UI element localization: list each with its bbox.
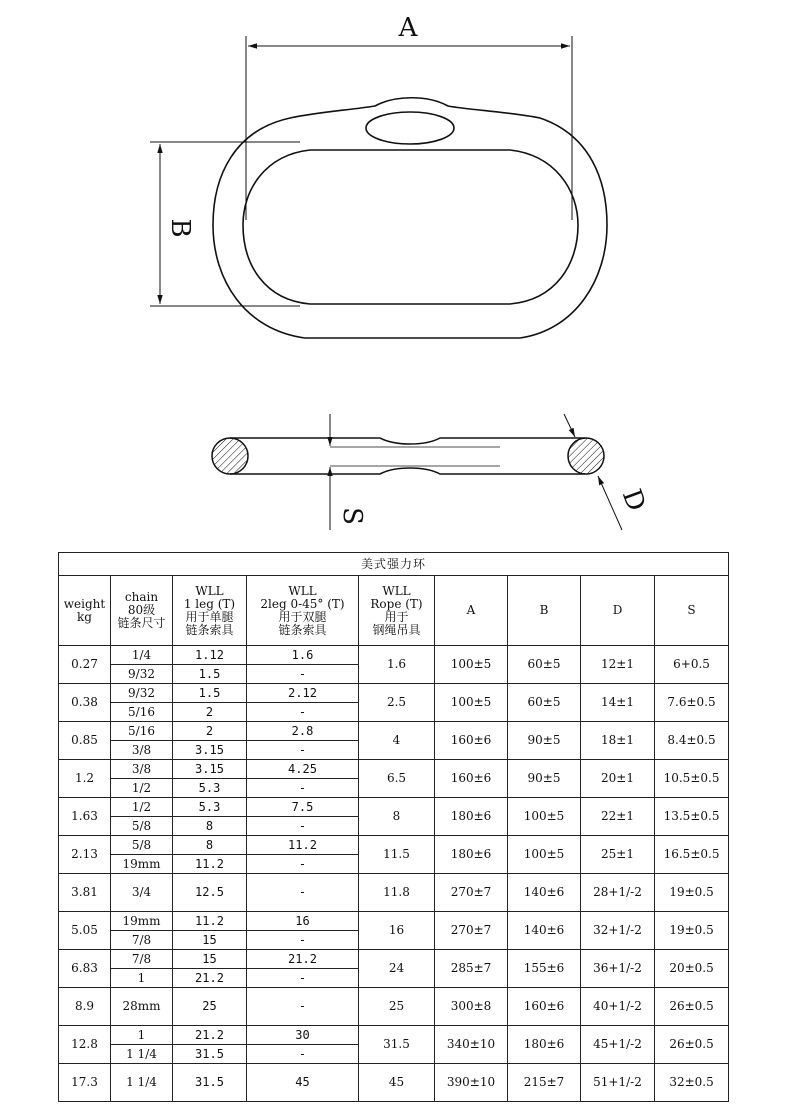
cell-d: 45+1/-2 (581, 1026, 655, 1064)
cell-d: 22±1 (581, 798, 655, 836)
cell-d: 36+1/-2 (581, 950, 655, 988)
header-chain: chain 80级 链条尺寸 (111, 576, 173, 646)
cell-d: 28+1/-2 (581, 874, 655, 912)
cell-wll-2leg: 16 (247, 912, 359, 931)
cell-chain: 19mm (111, 855, 173, 874)
cell-wll-rope: 4 (359, 722, 435, 760)
cell-d: 25±1 (581, 836, 655, 874)
table-row (59, 950, 729, 969)
cell-b: 100±5 (508, 798, 581, 836)
cell-wll-2leg: - (247, 703, 359, 722)
table-row (59, 760, 729, 779)
cell-wll-2leg: - (247, 931, 359, 950)
cell-wll-1leg: 3.15 (173, 741, 247, 760)
cell-weight: 5.05 (59, 912, 111, 950)
cell-b: 60±5 (508, 646, 581, 684)
cell-chain: 9/32 (111, 684, 173, 703)
cell-b: 90±5 (508, 760, 581, 798)
cell-b: 100±5 (508, 836, 581, 874)
cell-s: 26±0.5 (655, 988, 729, 1026)
cell-wll-1leg: 1.5 (173, 665, 247, 684)
cell-wll-2leg: - (247, 874, 359, 912)
cell-a: 100±5 (435, 646, 508, 684)
cell-chain: 5/16 (111, 703, 173, 722)
table-row (59, 1064, 729, 1102)
side-view-outline (230, 438, 585, 474)
cell-b: 160±6 (508, 988, 581, 1026)
cell-wll-2leg: - (247, 665, 359, 684)
cell-chain: 1 1/4 (111, 1045, 173, 1064)
cell-s: 20±0.5 (655, 950, 729, 988)
cell-d: 12±1 (581, 646, 655, 684)
table-row (59, 1026, 729, 1045)
cell-wll-1leg: 5.3 (173, 779, 247, 798)
cell-wll-2leg: 1.6 (247, 646, 359, 665)
cell-d: 18±1 (581, 722, 655, 760)
cell-chain: 5/16 (111, 722, 173, 741)
cell-a: 160±6 (435, 722, 508, 760)
cell-wll-2leg: 2.12 (247, 684, 359, 703)
cell-weight: 6.83 (59, 950, 111, 988)
cell-chain: 7/8 (111, 950, 173, 969)
cell-wll-1leg: 11.2 (173, 855, 247, 874)
table-row (59, 912, 729, 931)
cell-d: 32+1/-2 (581, 912, 655, 950)
cell-chain: 1 1/4 (111, 1064, 173, 1102)
cell-chain: 3/4 (111, 874, 173, 912)
cell-weight: 0.85 (59, 722, 111, 760)
cell-wll-rope: 11.8 (359, 874, 435, 912)
cell-weight: 8.9 (59, 988, 111, 1026)
cell-wll-rope: 31.5 (359, 1026, 435, 1064)
header-wll-rope: WLL Rope (T) 用于 钢绳吊具 (359, 576, 435, 646)
cell-b: 60±5 (508, 684, 581, 722)
cell-a: 340±10 (435, 1026, 508, 1064)
header-weight: weight kg (59, 576, 111, 646)
cell-wll-2leg: 30 (247, 1026, 359, 1045)
cell-a: 180±6 (435, 836, 508, 874)
cell-wll-2leg: - (247, 855, 359, 874)
cell-wll-1leg: 31.5 (173, 1064, 247, 1102)
dimension-s-label: S (337, 507, 367, 525)
cell-wll-1leg: 21.2 (173, 1026, 247, 1045)
cell-s: 6+0.5 (655, 646, 729, 684)
cell-chain: 1/2 (111, 798, 173, 817)
cell-s: 19±0.5 (655, 874, 729, 912)
cell-wll-2leg: 2.8 (247, 722, 359, 741)
table-row (59, 646, 729, 665)
master-link-drawing (0, 0, 800, 550)
cell-wll-2leg: 21.2 (247, 950, 359, 969)
cell-chain: 7/8 (111, 931, 173, 950)
cell-wll-rope: 2.5 (359, 684, 435, 722)
cell-wll-2leg: 45 (247, 1064, 359, 1102)
weld-oval (366, 112, 454, 144)
cell-weight: 2.13 (59, 836, 111, 874)
cell-s: 10.5±0.5 (655, 760, 729, 798)
cell-wll-2leg: - (247, 741, 359, 760)
cell-wll-rope: 25 (359, 988, 435, 1026)
header-s: S (655, 576, 729, 646)
spec-body (59, 646, 729, 1102)
cell-d: 20±1 (581, 760, 655, 798)
cell-weight: 1.63 (59, 798, 111, 836)
cell-wll-1leg: 25 (173, 988, 247, 1026)
table-row (59, 988, 729, 1026)
cell-b: 215±7 (508, 1064, 581, 1102)
cell-s: 8.4±0.5 (655, 722, 729, 760)
ring-inner-outline (243, 150, 578, 304)
dimension-d-label: D (615, 485, 652, 516)
cell-wll-2leg: - (247, 969, 359, 988)
cell-wll-rope: 24 (359, 950, 435, 988)
cell-s: 7.6±0.5 (655, 684, 729, 722)
cell-d: 40+1/-2 (581, 988, 655, 1026)
cell-wll-2leg: - (247, 988, 359, 1026)
cell-wll-1leg: 3.15 (173, 760, 247, 779)
cell-a: 160±6 (435, 760, 508, 798)
table-row (59, 798, 729, 817)
cell-wll-1leg: 8 (173, 836, 247, 855)
cell-a: 180±6 (435, 798, 508, 836)
cell-chain: 9/32 (111, 665, 173, 684)
cell-chain: 28mm (111, 988, 173, 1026)
cell-b: 90±5 (508, 722, 581, 760)
cell-wll-2leg: 7.5 (247, 798, 359, 817)
header-d: D (581, 576, 655, 646)
cell-s: 19±0.5 (655, 912, 729, 950)
cell-b: 140±6 (508, 874, 581, 912)
table-row (59, 684, 729, 703)
cell-wll-1leg: 8 (173, 817, 247, 836)
cell-weight: 17.3 (59, 1064, 111, 1102)
cell-wll-1leg: 1.5 (173, 684, 247, 703)
cell-weight: 3.81 (59, 874, 111, 912)
cell-wll-2leg: 11.2 (247, 836, 359, 855)
cell-wll-1leg: 11.2 (173, 912, 247, 931)
ring-outer-outline (213, 98, 607, 338)
cell-weight: 1.2 (59, 760, 111, 798)
cell-wll-1leg: 1.12 (173, 646, 247, 665)
cell-d: 51+1/-2 (581, 1064, 655, 1102)
cell-wll-1leg: 15 (173, 931, 247, 950)
side-section-right (568, 438, 604, 474)
cell-b: 140±6 (508, 912, 581, 950)
dimension-a-label: A (398, 13, 418, 43)
cell-s: 26±0.5 (655, 1026, 729, 1064)
cell-weight: 0.38 (59, 684, 111, 722)
cell-wll-rope: 8 (359, 798, 435, 836)
cell-s: 16.5±0.5 (655, 836, 729, 874)
cell-a: 300±8 (435, 988, 508, 1026)
cell-chain: 1 (111, 1026, 173, 1045)
cell-chain: 1 (111, 969, 173, 988)
cell-a: 285±7 (435, 950, 508, 988)
cell-wll-rope: 1.6 (359, 646, 435, 684)
cell-a: 270±7 (435, 874, 508, 912)
cell-wll-1leg: 2 (173, 703, 247, 722)
cell-s: 13.5±0.5 (655, 798, 729, 836)
cell-wll-1leg: 15 (173, 950, 247, 969)
header-wll-2leg: WLL 2leg 0-45° (T) 用于双腿 链条索具 (247, 576, 359, 646)
cell-weight: 0.27 (59, 646, 111, 684)
header-wll-1leg: WLL 1 leg (T) 用于单腿 链条索具 (173, 576, 247, 646)
cell-wll-2leg: - (247, 817, 359, 836)
cell-weight: 12.8 (59, 1026, 111, 1064)
cell-chain: 19mm (111, 912, 173, 931)
header-b: B (508, 576, 581, 646)
cell-chain: 5/8 (111, 817, 173, 836)
side-section-left (212, 438, 248, 474)
cell-wll-2leg: - (247, 1045, 359, 1064)
cell-a: 270±7 (435, 912, 508, 950)
table-row (59, 836, 729, 855)
cell-chain: 3/8 (111, 741, 173, 760)
cell-chain: 1/4 (111, 646, 173, 665)
cell-a: 100±5 (435, 684, 508, 722)
cell-chain: 3/8 (111, 760, 173, 779)
cell-chain: 1/2 (111, 779, 173, 798)
cell-wll-1leg: 31.5 (173, 1045, 247, 1064)
cell-b: 180±6 (508, 1026, 581, 1064)
cell-wll-1leg: 21.2 (173, 969, 247, 988)
cell-d: 14±1 (581, 684, 655, 722)
header-a: A (435, 576, 508, 646)
cell-wll-1leg: 12.5 (173, 874, 247, 912)
cell-s: 32±0.5 (655, 1064, 729, 1102)
table-row (59, 722, 729, 741)
cell-b: 155±6 (508, 950, 581, 988)
cell-chain: 5/8 (111, 836, 173, 855)
cell-wll-rope: 11.5 (359, 836, 435, 874)
table-title: 美式强力环 (59, 553, 729, 576)
cell-wll-rope: 6.5 (359, 760, 435, 798)
spec-table (58, 552, 729, 1102)
cell-wll-rope: 16 (359, 912, 435, 950)
cell-wll-2leg: 4.25 (247, 760, 359, 779)
cell-wll-1leg: 5.3 (173, 798, 247, 817)
cell-wll-2leg: - (247, 779, 359, 798)
cell-a: 390±10 (435, 1064, 508, 1102)
cell-wll-1leg: 2 (173, 722, 247, 741)
table-row (59, 874, 729, 912)
cell-wll-rope: 45 (359, 1064, 435, 1102)
dimension-b-label: B (165, 218, 195, 238)
